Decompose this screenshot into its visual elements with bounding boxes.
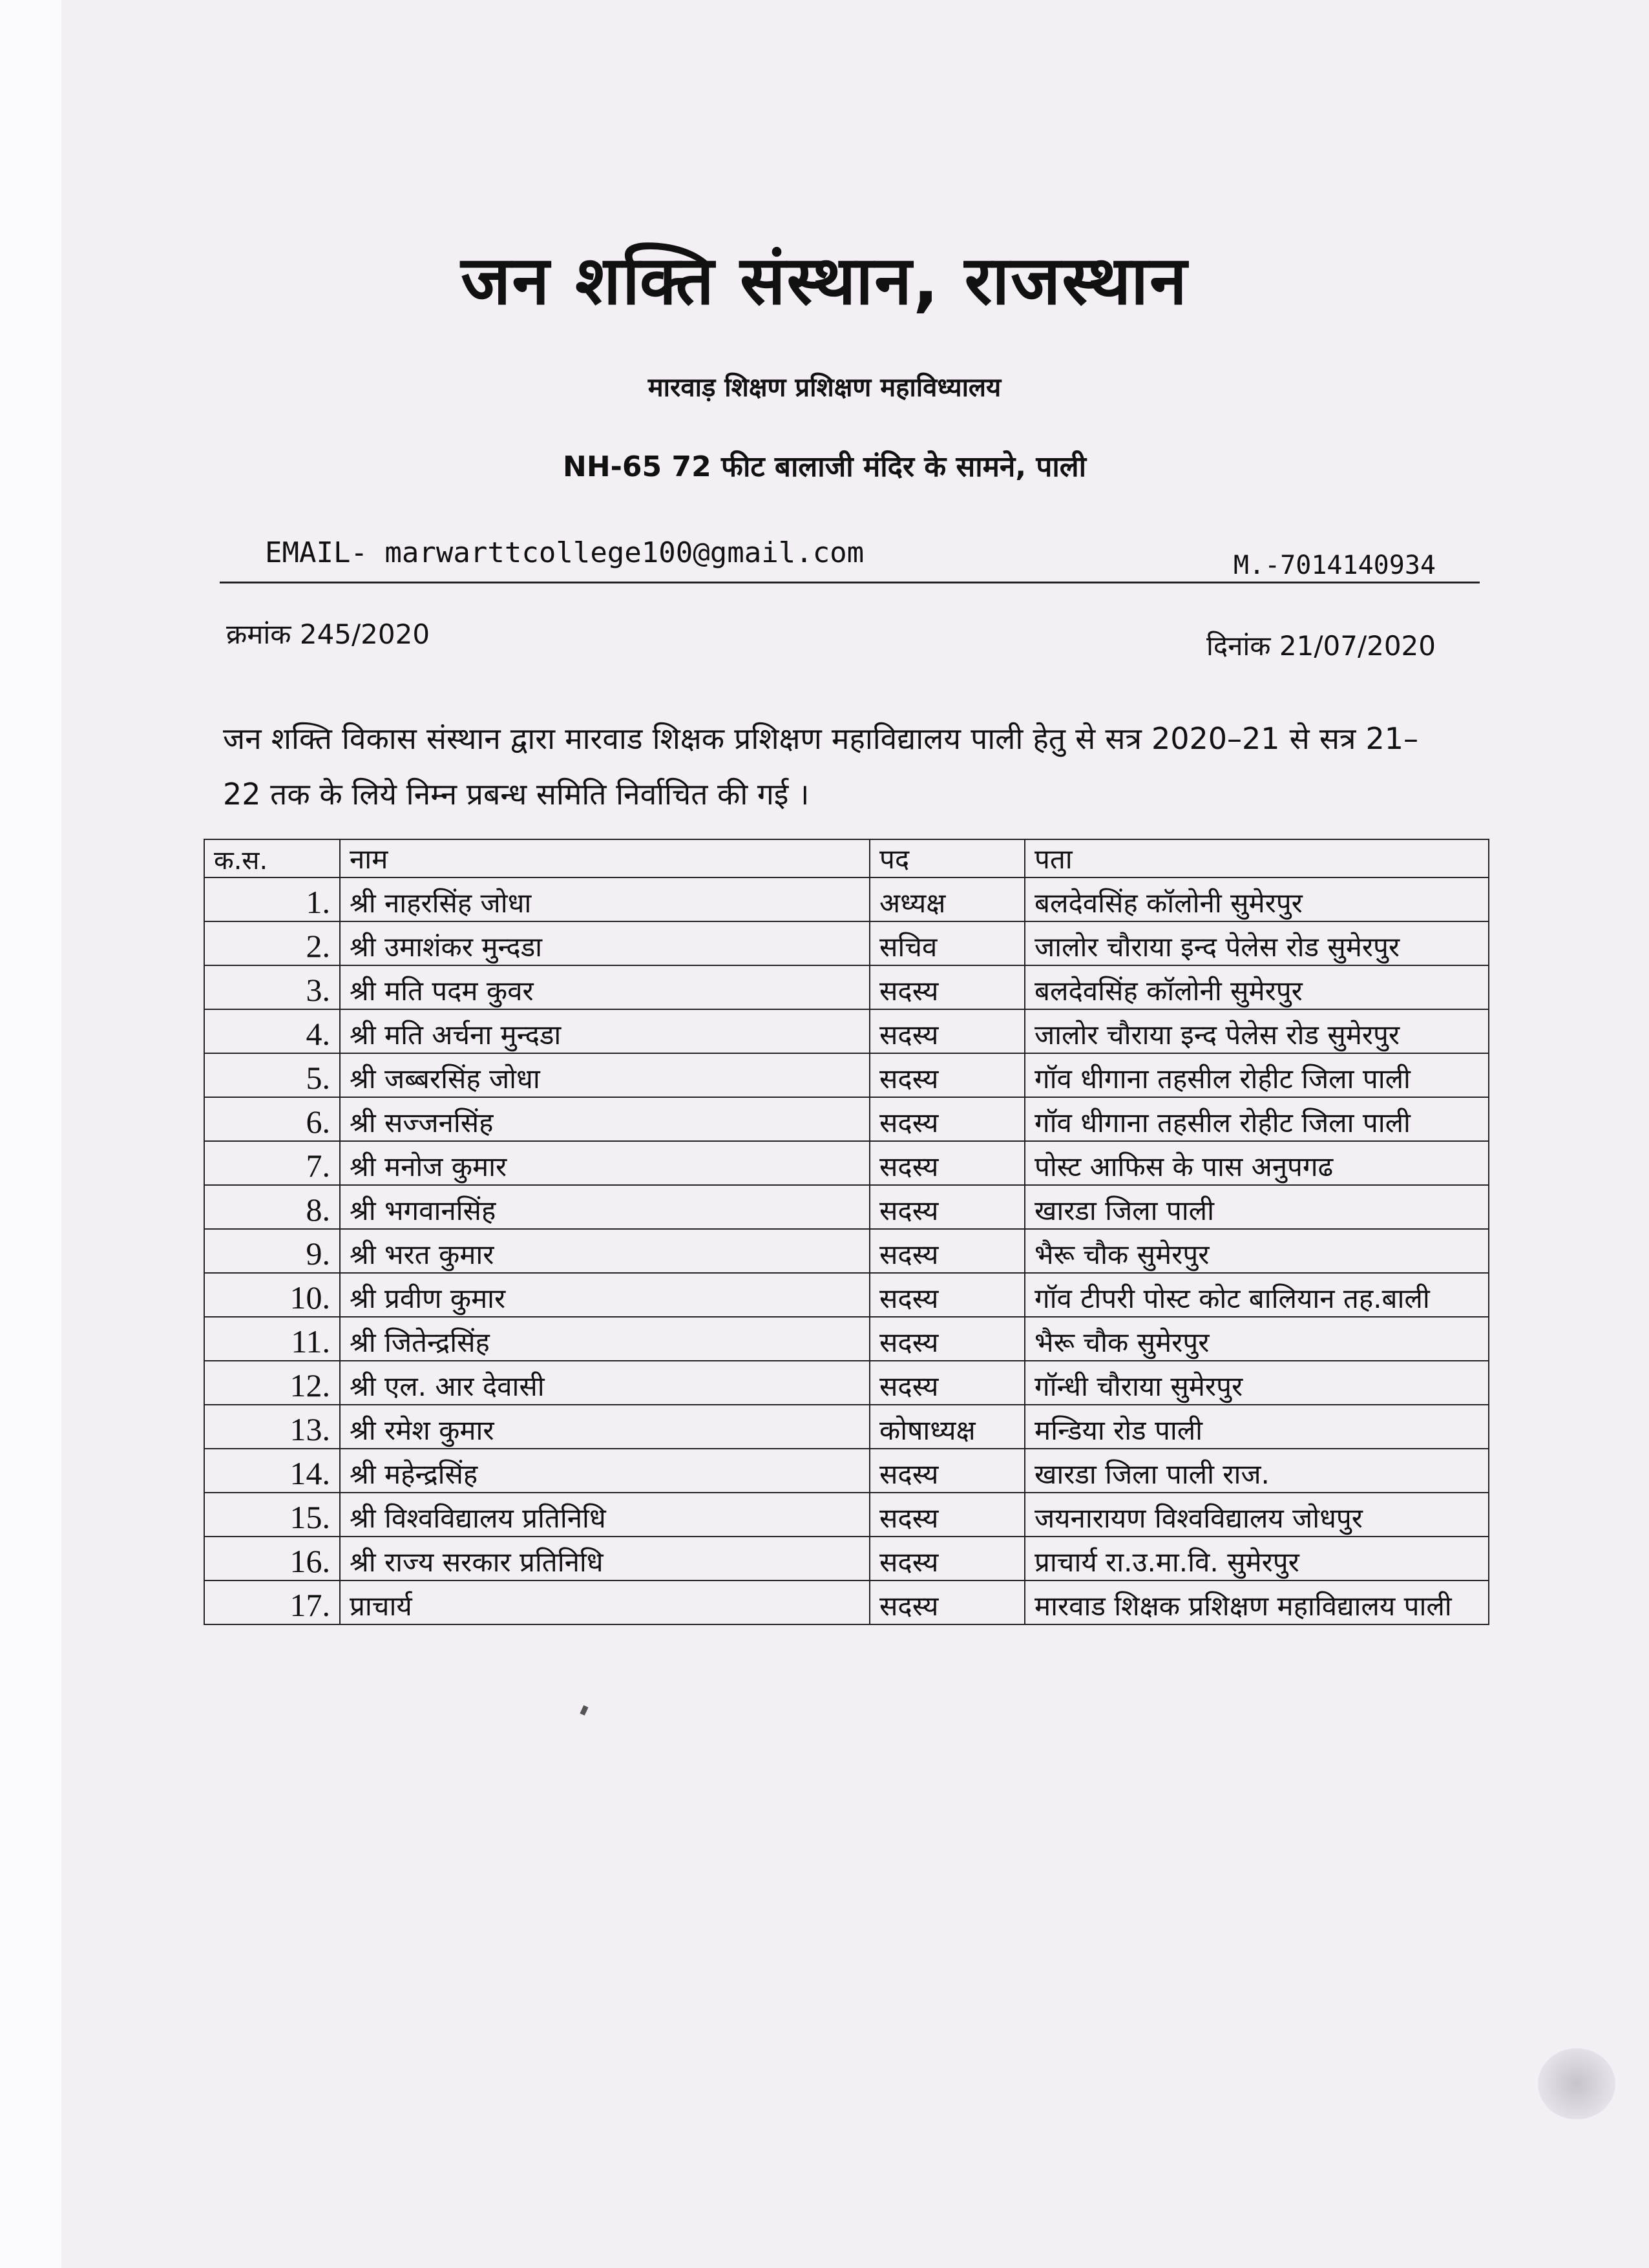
header-name: नाम	[340, 839, 870, 877]
row-name: श्री प्रवीण कुमार	[340, 1273, 870, 1317]
row-serial: 9.	[204, 1229, 340, 1273]
row-address: गॉव धीगाना तहसील रोहीट जिला पाली	[1025, 1097, 1489, 1141]
header-serial: क.स.	[204, 839, 340, 877]
college-address: NH-65 72 फीट बालाजी मंदिर के सामने, पाली	[563, 450, 1086, 483]
row-post: सदस्य	[870, 1317, 1025, 1361]
page-title: जन शक्ति संस्थान, राजस्थान	[461, 241, 1188, 320]
table-row	[204, 1493, 1489, 1537]
row-post: सदस्य	[870, 1449, 1025, 1493]
letter-date: दिनांक 21/07/2020	[1206, 630, 1436, 662]
row-address: जालोर चौराया इन्द पेलेस रोड सुमेरपुर	[1025, 1009, 1489, 1053]
scan-mark	[580, 1705, 588, 1716]
row-name: श्री मनोज कुमार	[340, 1141, 870, 1185]
row-name: श्री नाहरसिंह जोधा	[340, 877, 870, 921]
row-address: खारडा जिला पाली राज.	[1025, 1449, 1489, 1493]
row-post: सदस्य	[870, 1537, 1025, 1580]
row-address: गॉव धीगाना तहसील रोहीट जिला पाली	[1025, 1053, 1489, 1097]
table-row	[204, 1449, 1489, 1493]
table-row	[204, 1361, 1489, 1405]
row-serial: 16.	[204, 1537, 340, 1580]
row-serial: 13.	[204, 1405, 340, 1449]
header-address: पता	[1025, 839, 1489, 877]
scan-edge	[0, 0, 61, 2268]
row-serial: 17.	[204, 1580, 340, 1624]
mobile-text: M.-7014140934	[1233, 551, 1436, 580]
row-post: सदस्य	[870, 1361, 1025, 1405]
row-post: सदस्य	[870, 1097, 1025, 1141]
row-serial: 14.	[204, 1449, 340, 1493]
row-address: पोस्ट आफिस के पास अनुपगढ	[1025, 1141, 1489, 1185]
row-serial: 15.	[204, 1493, 340, 1537]
row-address: गॉन्धी चौराया सुमेरपुर	[1025, 1361, 1489, 1405]
row-name: श्री मति पदम कुवर	[340, 965, 870, 1009]
row-name: श्री उमाशंकर मुन्दडा	[340, 921, 870, 965]
row-post: सदस्य	[870, 1185, 1025, 1229]
row-address: भैरू चौक सुमेरपुर	[1025, 1317, 1489, 1361]
row-post: सचिव	[870, 921, 1025, 965]
row-address: प्राचार्य रा.उ.मा.वि. सुमेरपुर	[1025, 1537, 1489, 1580]
row-address: जयनारायण विश्वविद्यालय जोधपुर	[1025, 1493, 1489, 1537]
row-name: श्री जब्बरसिंह जोधा	[340, 1053, 870, 1097]
row-address: गॉव टीपरी पोस्ट कोट बालियान तह.बाली	[1025, 1273, 1489, 1317]
row-post: सदस्य	[870, 1493, 1025, 1537]
row-serial: 8.	[204, 1185, 340, 1229]
row-name: श्री जितेन्द्रसिंह	[340, 1317, 870, 1361]
row-name: श्री सज्जनसिंह	[340, 1097, 870, 1141]
row-serial: 10.	[204, 1273, 340, 1317]
row-serial: 11.	[204, 1317, 340, 1361]
email-text: EMAIL- marwarttcollege100@gmail.com	[265, 536, 865, 569]
row-address: खारडा जिला पाली	[1025, 1185, 1489, 1229]
row-address: मारवाड शिक्षक प्रशिक्षण महाविद्यालय पाली	[1025, 1580, 1489, 1624]
scan-smudge	[1538, 2048, 1615, 2119]
row-name: श्री रमेश कुमार	[340, 1405, 870, 1449]
row-post: सदस्य	[870, 965, 1025, 1009]
row-serial: 3.	[204, 965, 340, 1009]
row-post: सदस्य	[870, 1141, 1025, 1185]
row-address: भैरू चौक सुमेरपुर	[1025, 1229, 1489, 1273]
row-name: श्री महेन्द्रसिंह	[340, 1449, 870, 1493]
college-name: मारवाड़ शिक्षण प्रशिक्षण महाविध्यालय	[647, 373, 1002, 403]
row-address: मन्डिया रोड पाली	[1025, 1405, 1489, 1449]
row-serial: 12.	[204, 1361, 340, 1405]
row-serial: 2.	[204, 921, 340, 965]
row-name: श्री विश्वविद्यालय प्रतिनिधि	[340, 1493, 870, 1537]
table-row	[204, 1097, 1489, 1141]
intro-paragraph: जन शक्ति विकास संस्थान द्वारा मारवाड शिक्षक प्रशिक्षण महाविद्यालय पाली हेतु से सत्र 2020–21 से सत्र 21–22 तक के लिये निम्न प्रबन्ध समिति निर्वाचित की गई ।	[223, 721, 1418, 812]
header-divider	[220, 582, 1480, 583]
row-post: कोषाध्यक्ष	[870, 1405, 1025, 1449]
row-serial: 7.	[204, 1141, 340, 1185]
reference-number: क्रमांक 245/2020	[226, 618, 430, 650]
row-serial: 6.	[204, 1097, 340, 1141]
table-row	[204, 1273, 1489, 1317]
row-name: श्री मति अर्चना मुन्दडा	[340, 1009, 870, 1053]
table-row	[204, 1580, 1489, 1624]
table-row	[204, 1405, 1489, 1449]
row-name: प्राचार्य	[340, 1580, 870, 1624]
row-name: श्री भगवानसिंह	[340, 1185, 870, 1229]
table-row	[204, 1053, 1489, 1097]
table-row	[204, 1229, 1489, 1273]
row-post: सदस्य	[870, 1580, 1025, 1624]
committee-table	[204, 839, 1489, 1625]
row-post: सदस्य	[870, 1009, 1025, 1053]
row-serial: 5.	[204, 1053, 340, 1097]
table-row	[204, 921, 1489, 965]
row-address: बलदेवसिंह कॉलोनी सुमेरपुर	[1025, 965, 1489, 1009]
row-address: बलदेवसिंह कॉलोनी सुमेरपुर	[1025, 877, 1489, 921]
row-address: जालोर चौराया इन्द पेलेस रोड सुमेरपुर	[1025, 921, 1489, 965]
table-row	[204, 1537, 1489, 1580]
row-serial: 1.	[204, 877, 340, 921]
table-row	[204, 877, 1489, 921]
table-row	[204, 1141, 1489, 1185]
row-post: अध्यक्ष	[870, 877, 1025, 921]
row-post: सदस्य	[870, 1229, 1025, 1273]
table-row	[204, 1317, 1489, 1361]
row-post: सदस्य	[870, 1273, 1025, 1317]
row-name: श्री भरत कुमार	[340, 1229, 870, 1273]
row-name: श्री एल. आर देवासी	[340, 1361, 870, 1405]
table-header-row	[204, 839, 1489, 877]
row-post: सदस्य	[870, 1053, 1025, 1097]
table-row	[204, 965, 1489, 1009]
header-post: पद	[870, 839, 1025, 877]
table-row	[204, 1185, 1489, 1229]
table-row	[204, 1009, 1489, 1053]
row-name: श्री राज्य सरकार प्रतिनिधि	[340, 1537, 870, 1580]
row-serial: 4.	[204, 1009, 340, 1053]
